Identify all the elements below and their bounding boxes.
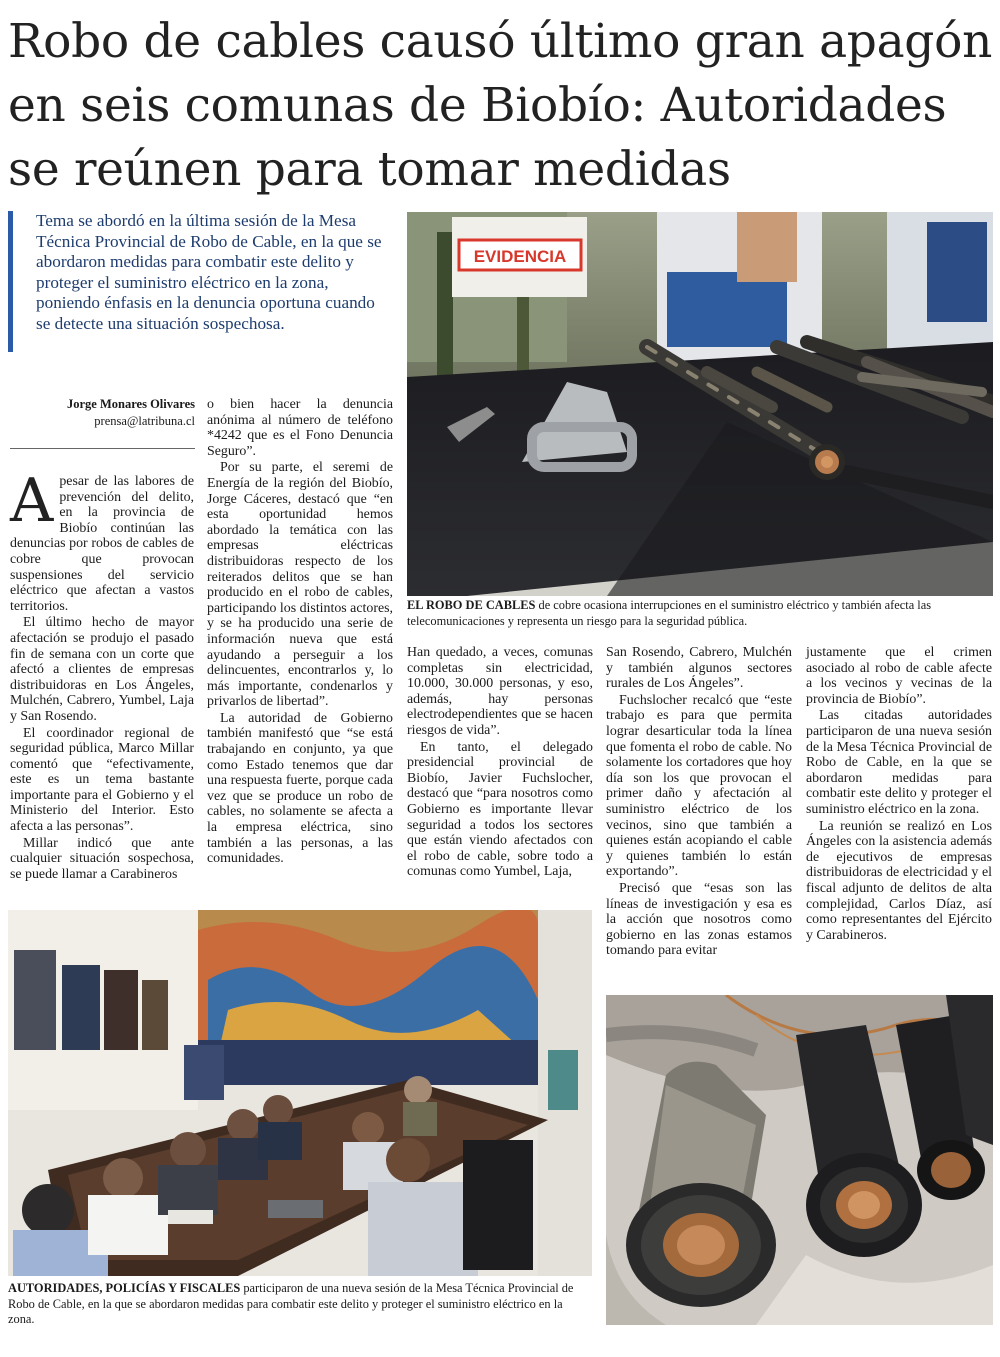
paragraph: La autoridad de Gobierno también manifestó que “se está trabajando en conjunto, ya que como Estado tenemos que dar una respuesta fuerte, porque cada vez que se produce un robo de cables, no solamente se afecta a la empresa eléctrica, sino también a las personas, a las comunidades. — [207, 710, 393, 867]
paragraph: Por su parte, el seremi de Energía de la región del Biobío, Jorge Cáceres, destacó que “en esta oportunidad hemos abordado la temática con las empresas eléctricas distribuidoras respecto de los reiterados delitos que se han producido en el robo de cables, participando los distintos actores, y se ha producido una serie de información nueva que está ayudando a perseguir a los delincuentes, encontrarlos y, lo más importante, condenarlos y privarlos de libertad”. — [207, 460, 393, 710]
cables-evidence-photo — [407, 212, 993, 596]
byline-divider — [10, 448, 195, 449]
caption-label: AUTORIDADES, POLICÍAS Y FISCALES — [8, 1281, 241, 1295]
headline: Robo de cables causó último gran apagón en seis comunas de Biobío: Autoridades se reúnen para tomar medidas — [8, 14, 993, 197]
drop-cap: A — [10, 466, 54, 536]
paragraph: La reunión se realizó en Los Ángeles con la asistencia además de ejecutivos de empresas distribuidoras de electricidad y el fiscal adjunto de delitos de alta complejidad, Carlos Díaz, así como representantes del Ejército y Carabineros. — [806, 818, 992, 943]
paragraph: En tanto, el delegado presidencial provincial de Biobío, Javier Fuchslocher, destacó que “para nosotros como Gobierno es importante llevar seguridad a todos los sectores que están viendo afectados con el robo de cable, sobre todo a comunas como Yumbel, Laja, — [407, 739, 593, 880]
paragraph: justamente que el crimen asociado al robo de cable afecte a los vecinos y vecinas de la provincia de Biobío”. — [806, 645, 992, 707]
meeting-room-illustration — [8, 910, 592, 1276]
paragraph: San Rosendo, Cabrero, Mulchén y también algunos sectores rurales de Los Ángeles”. — [606, 645, 792, 692]
author-email[interactable]: prensa@latribuna.cl — [94, 414, 195, 428]
article-column-3 — [407, 645, 593, 881]
paragraph: Precisó que “esas son las líneas de investigación y esa es la acción que nosotros como gobierno en las zonas estamos tomando para evitar — [606, 880, 792, 959]
paragraph: Las citadas autoridades participaron de una nueva sesión de la Mesa Técnica Provincial de Robo de Cable, en la que se abordaron medidas para combatir este delito y proteger el suministro eléctrico en la zona. — [806, 708, 992, 817]
lead-paragraph: Tema se abordó en la última sesión de la Mesa Técnica Provincial de Robo de Cable, en la que se abordaron medidas para combatir este delito y proteger el suministro eléctrico en la zona, poniendo énfasis en la denuncia oportuna cuando se detecte una situación sospechosa. — [8, 211, 393, 352]
article-column-2 — [207, 397, 393, 868]
paragraph: o bien hacer la denuncia anónima al número de teléfono *4242 que es el Fono Denuncia Seguro”. — [207, 397, 393, 459]
byline — [10, 396, 195, 430]
author-name: Jorge Monares Olivares — [67, 397, 195, 411]
paragraph: Apesar de las labores de prevención del delito, en la provincia de Biobío continúan las denuncias por robos de cables de cobre que provocan suspensiones del servicio eléctrico que afectan a vastos territorios. — [10, 466, 194, 614]
meeting-photo — [8, 910, 592, 1276]
cable-closeup-photo — [606, 995, 993, 1325]
article-column-4 — [606, 645, 792, 960]
cables-evidence-illustration — [407, 212, 993, 596]
paragraph: Fuchslocher recalcó que “este trabajo es para que permita lograr desarticular toda la línea que fomenta el robo de cable. No solamente los cortadores que hoy día son los que provocan el primer daño y afectación al suministro eléctrico de los vecinos, sino que también a quienes están acopiando el cable y quienes también lo están exportando”. — [606, 692, 792, 880]
paragraph: Han quedado, a veces, comunas completas sin electricidad, 10.000, 30.000 personas, y eso, además, hay personas electrodependientes que se hacen riesgos de vida”. — [407, 645, 593, 738]
caption-label: EL ROBO DE CABLES — [407, 598, 536, 612]
paragraph: El coordinador regional de seguridad pública, Marco Millar comentó que “efectivamente, este es un tema bastante importante para el Gobierno y el Ministerio del Interior. Esto afecta a las personas”. — [10, 725, 194, 835]
article-column-5 — [806, 645, 992, 944]
photo-caption-cables — [407, 598, 993, 629]
photo-caption-meeting — [8, 1281, 592, 1328]
caption-text: participaron de una nueva sesión de la Mesa Técnica Provincial de Robo de Cable, en la que se abordaron medidas para combatir este delito y proteger el suministro eléctrico en la zona. — [8, 1281, 574, 1327]
paragraph: El último hecho de mayor afectación se produjo el pasado fin de semana con un corte que afectó a clientes de empresas distribuidoras en Los Ángeles, Mulchén, Cabrero, Yumbel, Laja y San Rosendo. — [10, 615, 194, 724]
caption-text: de cobre ocasiona interrupciones en el suministro eléctrico y también afecta las telecomunicaciones y representa un riesgo para la seguridad pública. — [407, 598, 932, 628]
evidence-sign: EVIDENCIA — [473, 247, 567, 266]
article-column-1 — [10, 466, 194, 883]
cable-closeup-illustration — [606, 995, 993, 1325]
paragraph: Millar indicó que ante cualquier situación sospechosa, se puede llamar a Carabineros — [10, 835, 194, 882]
